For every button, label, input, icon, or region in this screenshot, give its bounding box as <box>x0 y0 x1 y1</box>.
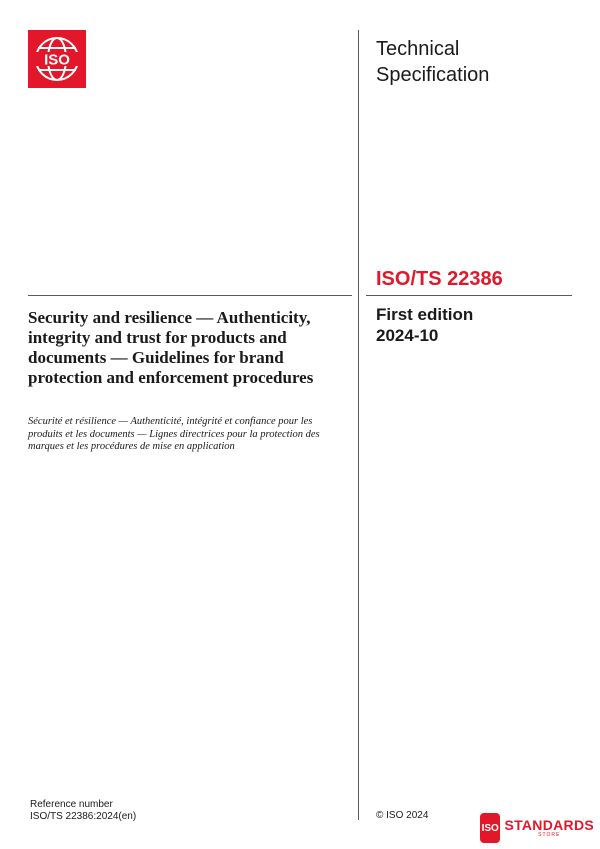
copyright: © ISO 2024 <box>376 810 429 821</box>
document-number: ISO/TS 22386 <box>376 268 503 290</box>
edition-label: First edition <box>376 305 474 324</box>
iso-globe-icon <box>28 30 86 88</box>
english-title: Security and resilience — Authenticity, integrity and trust for products and documents — Guidelines for brand protection and enforcement procedures <box>28 308 314 387</box>
store-word: STANDARDS <box>504 817 594 833</box>
horizontal-divider-right <box>366 295 572 296</box>
edition-block <box>376 304 576 346</box>
vertical-divider <box>358 30 359 820</box>
reference-value: ISO/TS 22386:2024(en) <box>30 811 137 822</box>
standards-store-badge <box>480 813 594 843</box>
logo-text: ISO <box>44 51 70 69</box>
french-title: Sécurité et résilience — Authenticité, intégrité et confiance pour les produits et les documents — Lignes directrices pour la protection des marques et les procédures de mise en application <box>28 416 320 452</box>
reference-label: Reference number <box>30 799 113 810</box>
store-iso-icon: ISO <box>480 813 500 843</box>
edition-date: 2024-10 <box>376 326 439 345</box>
store-small-text: STORE <box>538 832 561 838</box>
horizontal-divider-left <box>28 295 352 296</box>
document-type: Technical Specification <box>376 38 490 86</box>
iso-logo <box>28 30 86 88</box>
